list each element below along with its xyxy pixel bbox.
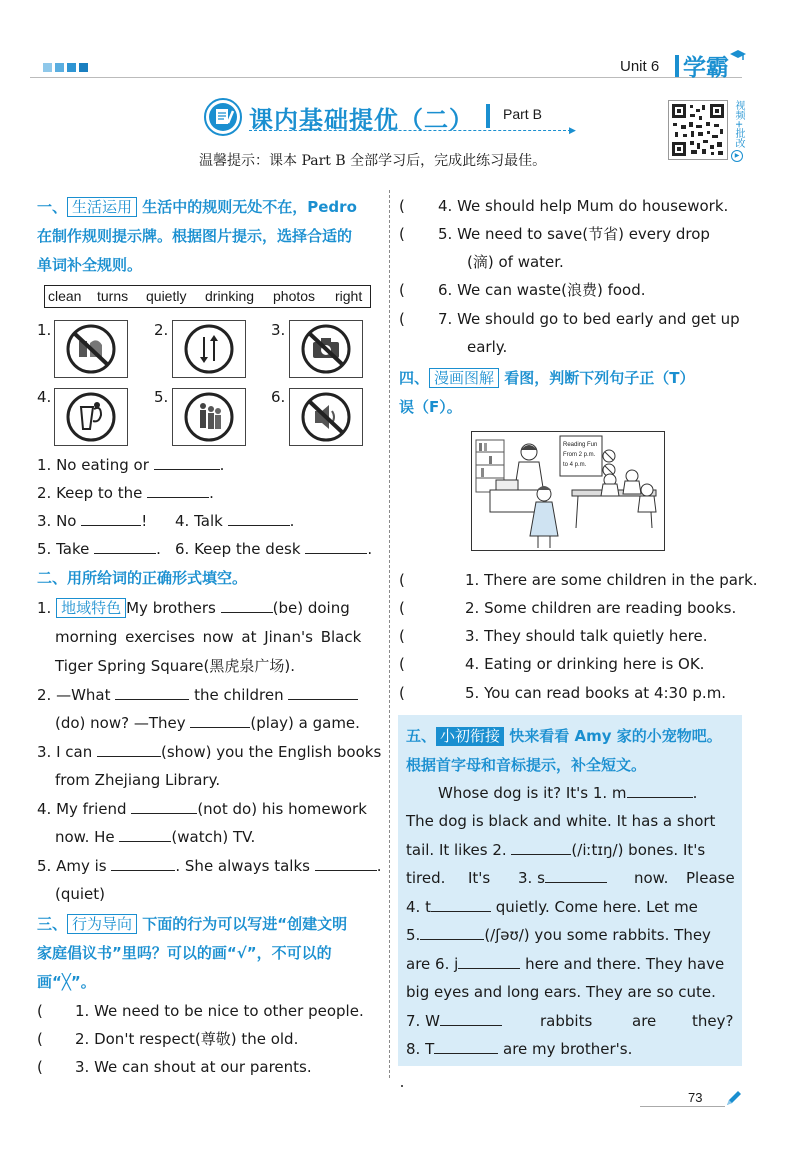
take-turns-icon xyxy=(172,388,246,446)
answer-blank[interactable] xyxy=(315,856,377,871)
library-picture xyxy=(471,431,665,551)
title-dashline xyxy=(249,130,571,131)
answer-blank[interactable] xyxy=(97,742,161,757)
answer-blank[interactable] xyxy=(154,455,220,470)
sign-line-2: From 2 p.m. xyxy=(563,452,596,458)
s3-item-4: ( 4. We should help Mum do housework. xyxy=(399,197,729,215)
icon-number: 5. xyxy=(154,388,169,406)
word-bank-item: photos xyxy=(273,288,316,304)
page-number: 73 xyxy=(688,1090,703,1105)
answer-blank[interactable] xyxy=(228,511,290,526)
no-photos-icon xyxy=(289,320,363,378)
s2-q2-line2: (do) now? —They (play) a game. xyxy=(55,714,360,732)
s3-item-1: ( 1. We need to be nice to other people. xyxy=(37,1002,364,1020)
s5-line-5: 4. t quietly. Come here. Let me xyxy=(406,898,698,916)
s4-item-3: ( 3. They should talk quietly here. xyxy=(399,627,708,645)
s2-q1-line2: morning exercises now at Jinan's Black xyxy=(55,628,362,646)
section4-heading: 四、 漫画图解 看图，判断下列句子正（T） xyxy=(399,369,695,387)
s5-line-10: 8. T are my brother's. xyxy=(406,1040,633,1058)
footer-rule xyxy=(640,1106,725,1107)
answer-blank[interactable] xyxy=(131,799,197,814)
section5-heading: 五、 小初衔接 快来看看 Amy 家的小宠物吧。 xyxy=(406,727,722,745)
sign-line-3: to 4 p.m. xyxy=(563,462,587,468)
word-bank-item: quietly xyxy=(146,288,187,304)
s2-q1-tag: 地域特色 xyxy=(56,598,126,618)
qr-play-icon[interactable]: ▶ xyxy=(731,150,743,162)
qr-code[interactable] xyxy=(668,100,728,160)
s4-item-1: ( 1. There are some children in the park. xyxy=(399,571,758,589)
s4-item-4: ( 4. Eating or drinking here is OK. xyxy=(399,655,705,673)
brand-text: 学霸 xyxy=(683,55,729,81)
title-icon xyxy=(203,97,243,137)
section3-heading: 三、 行为导向 下面的行为可以写进“创建文明 xyxy=(37,915,348,933)
keep-right-icon xyxy=(172,320,246,378)
s3-item-5-cont: (滴) of water. xyxy=(467,253,564,271)
hint-text: 温馨提示：课本 Part B 全部学习后，完成此练习最佳。 xyxy=(199,153,547,169)
s2-q4: 4. My friend (not do) his homework xyxy=(37,800,367,818)
section5-tag: 小初衔接 xyxy=(436,727,504,746)
word-bank xyxy=(44,285,371,308)
s5-line-7: are 6. j here and there. They have xyxy=(406,955,725,973)
answer-blank[interactable] xyxy=(305,539,367,554)
s3-item-5: ( 5. We need to save(节省) every drop xyxy=(399,225,710,243)
qr-label: 视频+批改 xyxy=(733,100,744,149)
answer-blank[interactable] xyxy=(111,856,175,871)
no-food-drink-icon xyxy=(54,320,128,378)
s2-q2: 2. —What the children xyxy=(37,681,358,709)
answer-blank[interactable] xyxy=(627,783,693,798)
s5-line-3: tail. It likes 2. (/iːtɪŋ/) bones. It's xyxy=(406,841,706,859)
s2-q1-line3: Tiger Spring Square(黑虎泉广场). xyxy=(55,657,296,675)
pencil-icon xyxy=(724,1090,742,1108)
answer-blank[interactable] xyxy=(147,483,209,498)
icon-number: 2. xyxy=(154,321,169,339)
answer-blank[interactable] xyxy=(81,511,141,526)
sign-line-1: Reading Fun xyxy=(563,442,598,448)
s5-line-1: Whose dog is it? It's 1. m . xyxy=(438,784,698,802)
icon-number: 6. xyxy=(271,388,286,406)
s2-q5-line2: (quiet) xyxy=(55,885,106,903)
s1-item-3: 3. No ! xyxy=(37,512,148,530)
section3-tag: 行为导向 xyxy=(67,914,137,934)
section2-heading: 二、用所给词的正确形式填空。 xyxy=(37,569,248,587)
s4-item-5: ( 5. You can read books at 4:30 p.m. xyxy=(399,684,727,702)
answer-blank[interactable] xyxy=(119,827,171,842)
no-noise-icon xyxy=(289,388,363,446)
s3-item-7-cont: early. xyxy=(467,338,508,356)
answer-blank[interactable] xyxy=(94,539,156,554)
word-bank-item: clean xyxy=(48,288,82,304)
s2-q3-line2: from Zhejiang Library. xyxy=(55,771,221,789)
answer-blank[interactable] xyxy=(190,713,250,728)
s1-item-6: 6. Keep the desk . xyxy=(175,540,373,558)
section1-heading: 一、 生活运用 生活中的规则无处不在，Pedro xyxy=(37,198,357,216)
section3-line3: 画“╳”。 xyxy=(37,973,96,991)
s4-item-2: ( 2. Some children are reading books. xyxy=(399,599,737,617)
page-title: 课内基础提优（二） xyxy=(249,106,474,134)
s1-item-2: 2. Keep to the . xyxy=(37,484,214,502)
s3-item-3: ( 3. We can shout at our parents. xyxy=(37,1058,312,1076)
column-divider xyxy=(389,190,390,1078)
s2-q1: 1. 地域特色 My brothers (be) doing xyxy=(37,599,350,617)
answer-blank[interactable] xyxy=(458,954,520,969)
section1-line3: 单词补全规则。 xyxy=(37,256,143,274)
s1-item-5: 5. Take . xyxy=(37,540,161,558)
s5-line-2: The dog is black and white. It has a short xyxy=(406,812,716,830)
s3-item-6: ( 6. We can waste(浪费) food. xyxy=(399,281,646,299)
answer-blank[interactable] xyxy=(545,868,607,883)
s1-item-1: 1. No eating or . xyxy=(37,456,225,474)
word-bank-item: drinking xyxy=(205,288,255,304)
section1-tag: 生活运用 xyxy=(67,197,137,217)
section1-line2: 在制作规则提示牌。根据图片提示，选择合适的 xyxy=(37,227,353,245)
section5-line2: 根据首字母和音标提示，补全短文。 xyxy=(406,756,647,774)
unit-label: Unit 6 xyxy=(620,58,660,75)
answer-blank[interactable] xyxy=(440,1011,502,1026)
answer-blank[interactable] xyxy=(434,1039,498,1054)
s3-item-2: ( 2. Don't respect(尊敬) the old. xyxy=(37,1030,299,1048)
s5-line-6: 5. (/ʃəʊ/) you some rabbits. They xyxy=(406,926,711,944)
s3-item-7: ( 7. We should go to bed early and get up xyxy=(399,310,740,328)
word-bank-item: turns xyxy=(97,288,129,304)
section4-tag: 漫画图解 xyxy=(429,368,499,388)
title-part: Part B xyxy=(503,106,542,122)
header-rule xyxy=(30,77,742,78)
answer-blank[interactable] xyxy=(420,925,484,940)
s1-item-4: 4. Talk . xyxy=(175,512,295,530)
section4-line2: 误（F）。 xyxy=(399,398,462,416)
footer-dot xyxy=(401,1085,403,1087)
grad-cap-icon xyxy=(730,49,746,61)
answer-blank[interactable] xyxy=(288,685,358,700)
s5-line-8: big eyes and long ears. They are so cute. xyxy=(406,983,716,1001)
section3-line2: 家庭倡议书”里吗？可以的画“√”，不可以的 xyxy=(37,944,332,962)
title-arrow: ▶ xyxy=(569,126,576,136)
answer-blank[interactable] xyxy=(431,897,491,912)
s2-q4-line2: now. He (watch) TV. xyxy=(55,828,256,846)
clean-trash-icon xyxy=(54,388,128,446)
word-bank-item: right xyxy=(335,288,363,304)
icon-number: 4. xyxy=(37,388,52,406)
header-squares xyxy=(43,63,87,72)
s2-q3: 3. I can (show) you the English books xyxy=(37,743,382,761)
icon-number: 1. xyxy=(37,321,52,339)
answer-blank[interactable] xyxy=(115,685,189,700)
answer-blank[interactable] xyxy=(221,598,273,613)
title-bar xyxy=(486,104,490,128)
answer-blank[interactable] xyxy=(511,840,571,855)
s2-q5: 5. Amy is . She always talks . xyxy=(37,857,382,875)
icon-number: 3. xyxy=(271,321,286,339)
